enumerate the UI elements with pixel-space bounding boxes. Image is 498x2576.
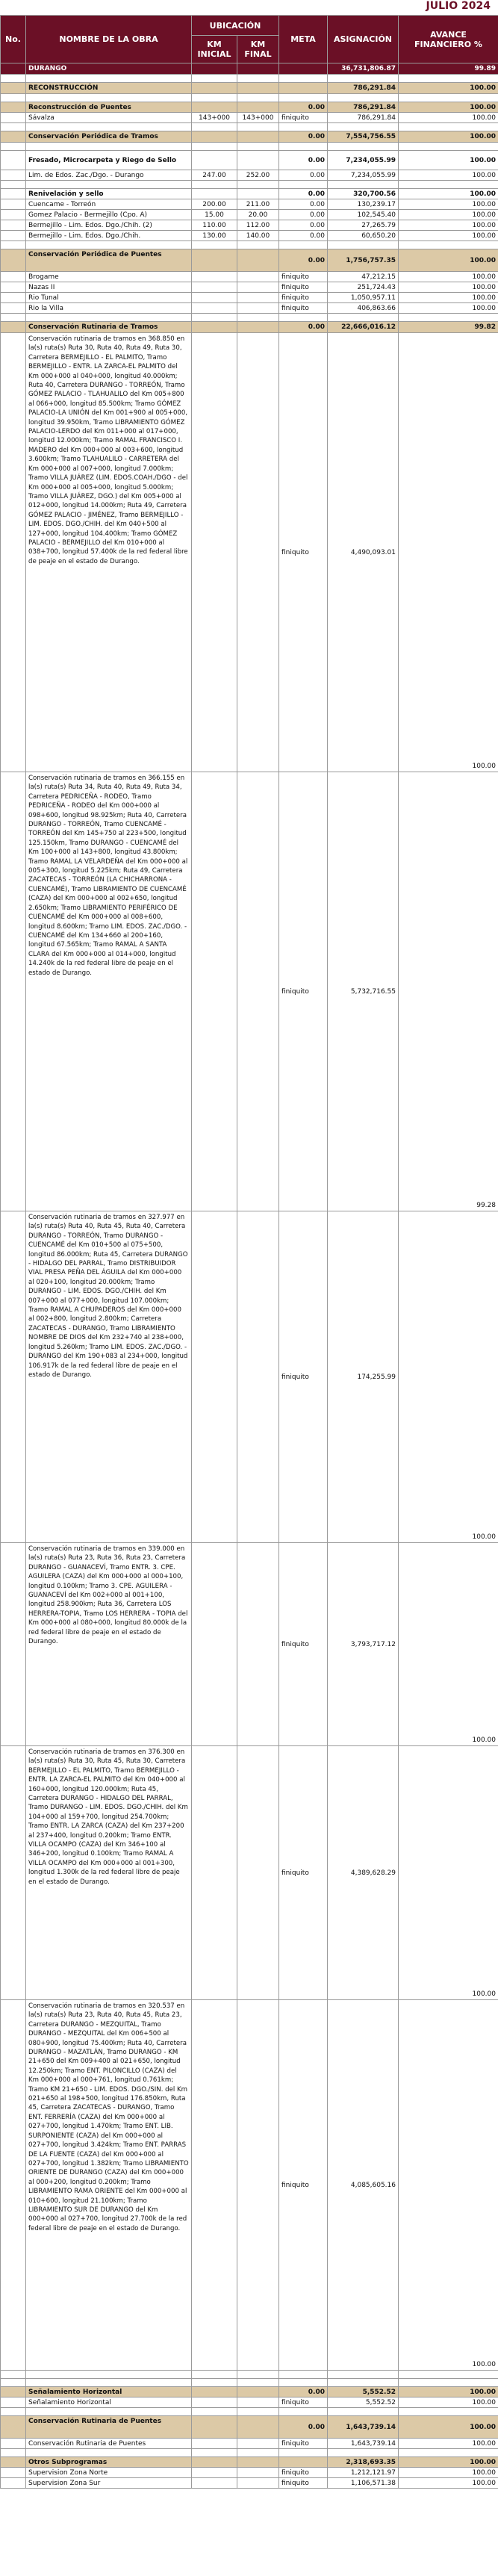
table-row bbox=[1, 210, 498, 220]
header-km-inicial: KM INICIAL bbox=[192, 36, 237, 63]
section-avance: 100.00 bbox=[399, 2457, 498, 2468]
work-km-final: 252.00 bbox=[237, 170, 279, 181]
work-avance: 100.00 bbox=[399, 231, 498, 241]
spacer-row bbox=[1, 241, 498, 249]
works-table bbox=[0, 15, 498, 2489]
section-meta: 0.00 bbox=[279, 131, 328, 143]
work-meta: finiquito bbox=[279, 333, 328, 772]
spacer-row bbox=[1, 181, 498, 189]
section-name: Señalamiento Horizontal bbox=[26, 2387, 192, 2397]
section-avance: 100.00 bbox=[399, 83, 498, 94]
work-avance: 100.00 bbox=[399, 2000, 498, 2371]
report-period: JULIO 2024 bbox=[426, 0, 491, 12]
work-asignacion: 27,265.79 bbox=[328, 220, 399, 231]
subsection-avance: 100.00 bbox=[399, 102, 498, 113]
state-avance: 99.89 bbox=[399, 63, 498, 75]
work-meta: 0.00 bbox=[279, 210, 328, 220]
work-meta: finiquito bbox=[279, 272, 328, 282]
section-asignacion: 1,756,757.35 bbox=[328, 249, 399, 272]
work-name: Nazas II bbox=[26, 282, 192, 293]
work-name: Conservación rutinaria de tramos en 320.537 en la(s) ruta(s) Ruta 23, Ruta 40, Ruta 45, Ruta 23, Carretera DURANGO - MEZQUITAL, Tramo DURANGO - MEZQUITAL del Km 006+500 al 080+900, longitud 75.400km; Ruta 40, Carretera DURANGO - MAZATLÁN, Tramo DURANGO - KM 21+650 del Km 009+400 al 021+650, longitud 12.250km; Tramo ENT. PILONCILLO (CAZA) del Km 000+000 al 000+761, longitud 0.761km; Tramo KM 21+650 - LIM. EDOS. DGO./SIN. del Km 021+650 al 198+500, longitud 176.850km, Ruta 45, Carretera ZACATECAS - DURANGO, Tramo ENT. FERRERÍA (CAZA) del Km 000+000 al 027+700, longitud 1.470km; Tramo ENT. LIB. SURPONIENTE (CAZA) del Km 000+000 al 027+700, longitud 3.424km; Tramo ENT. PARRAS DE LA FUENTE (CAZA) del Km 000+000 al 027+700, longitud 1.382km; Tramo LIBRAMIENTO ORIENTE DE DURANGO (CAZA) del Km 000+000 al 000+200, longitud 0.200km; Tramo LIBRAMIENTO RAMA ORIENTE del Km 000+000 al 010+600, longitud 21.100km; Tramo LIBRAMIENTO SUR DE DURANGO del Km 000+000 al 027+700, longitud 27.700k de la red federal libre de peaje en el estado de Durango. bbox=[26, 2000, 192, 2371]
subsection-asignacion: 320,700.56 bbox=[328, 189, 399, 199]
work-avance: 100.00 bbox=[399, 272, 498, 282]
work-name: Bermejillo - Lim. Edos. Dgo./Chih. bbox=[26, 231, 192, 241]
section-meta: 0.00 bbox=[279, 322, 328, 333]
section-row bbox=[1, 322, 498, 333]
table-row bbox=[1, 170, 498, 181]
work-meta: finiquito bbox=[279, 1211, 328, 1543]
section-row bbox=[1, 2457, 498, 2468]
work-asignacion: 1,643,739.14 bbox=[328, 2439, 399, 2449]
work-meta: 0.00 bbox=[279, 220, 328, 231]
work-avance: 100.00 bbox=[399, 333, 498, 772]
section-row bbox=[1, 2387, 498, 2397]
work-asignacion: 786,291.84 bbox=[328, 113, 399, 123]
section-asignacion: 5,552.52 bbox=[328, 2387, 399, 2397]
header-no: No. bbox=[1, 16, 26, 63]
work-avance: 100.00 bbox=[399, 199, 498, 210]
table-row bbox=[1, 1746, 498, 2000]
work-asignacion: 4,085,605.16 bbox=[328, 2000, 399, 2371]
table-row bbox=[1, 772, 498, 1211]
report-topbar bbox=[0, 0, 498, 15]
work-asignacion: 1,106,571.38 bbox=[328, 2478, 399, 2489]
work-meta: finiquito bbox=[279, 2000, 328, 2371]
work-avance: 100.00 bbox=[399, 1211, 498, 1543]
section-name: Otros Subprogramas bbox=[26, 2457, 192, 2468]
work-asignacion: 1,212,121.97 bbox=[328, 2468, 399, 2478]
work-avance: 99.28 bbox=[399, 772, 498, 1211]
section-asignacion: 786,291.84 bbox=[328, 83, 399, 94]
work-avance: 100.00 bbox=[399, 1746, 498, 2000]
subsection-avance: 100.00 bbox=[399, 189, 498, 199]
work-meta: 0.00 bbox=[279, 199, 328, 210]
work-meta: 0.00 bbox=[279, 170, 328, 181]
work-name: Lim. de Edos. Zac./Dgo. - Durango bbox=[26, 170, 192, 181]
subsection-name: Renivelación y sello bbox=[26, 189, 192, 199]
work-asignacion: 47,212.15 bbox=[328, 272, 399, 282]
subsection-name: Reconstrucción de Puentes bbox=[26, 102, 192, 113]
subsection-meta: 0.00 bbox=[279, 151, 328, 170]
work-km-inicial: 200.00 bbox=[192, 199, 237, 210]
work-meta: finiquito bbox=[279, 282, 328, 293]
section-meta: 0.00 bbox=[279, 249, 328, 272]
spacer-row bbox=[1, 314, 498, 322]
work-asignacion: 1,050,957.11 bbox=[328, 293, 399, 303]
section-name: Conservación Periódica de Puentes bbox=[26, 249, 192, 272]
work-name: Conservación rutinaria de tramos en 368.850 en la(s) ruta(s) Ruta 30, Ruta 40, Ruta 49, Ruta 30, Carretera BERMEJILLO - EL PALMITO, Tramo BERMEJILLO - ENTR. LA ZARCA-EL PALMITO del Km 000+000 al 040+000, longitud 40.000km; Ruta 40, Carretera DURANGO - TORREÓN, Tramo GÓMEZ PALACIO - TLAHUALILO del Km 005+800 al 066+000, longitud 85.500km; Tramo GÓMEZ PALACIO-LA UNIÓN del Km 001+900 al 005+000, longitud 39.950km, Tramo LIBRAMIENTO GÓMEZ PALACIO-LERDO del Km 011+000 al 017+000, longitud 12.000km; Tramo RAMAL FRANCISCO I. MADERO del Km 000+000 al 003+600, longitud 3.600km; Tramo TLAHUALILO - CARRETERA del Km 000+000 al 007+000, longitud 7.000km; Tramo VILLA JUÁREZ (LIM. EDOS.COAH./DGO - del Km 000+000 al 005+000, longitud 5.000km; Tramo VILLA JUÁREZ, DGO.) del Km 005+000 al 012+000, longitud 14.000km; Ruta 49, Carretera GÓMEZ PALACIO - JIMÉNEZ, Tramo BERMEJILLO - LIM. EDOS. DGO./CHIH. del Km 040+500 al 127+000, longitud 104.400km; Tramo GÓMEZ PALACIO - BERMEJILLO del Km 010+000 al 038+700, longitud 57.400k de la red federal libre de peaje en el estado de Durango. bbox=[26, 333, 192, 772]
work-km-final: 20.00 bbox=[237, 210, 279, 220]
section-asignacion: 22,666,016.12 bbox=[328, 322, 399, 333]
work-km-inicial: 130.00 bbox=[192, 231, 237, 241]
work-avance: 100.00 bbox=[399, 113, 498, 123]
section-avance: 100.00 bbox=[399, 2416, 498, 2439]
table-row bbox=[1, 1211, 498, 1543]
header-ubicacion: UBICACIÓN bbox=[192, 16, 279, 36]
work-meta: finiquito bbox=[279, 303, 328, 314]
work-name: Rio la Villa bbox=[26, 303, 192, 314]
work-meta: finiquito bbox=[279, 2468, 328, 2478]
work-name: Conservación rutinaria de tramos en 339.000 en la(s) ruta(s) Ruta 23, Ruta 36, Ruta 23, Carretera DURANGO - GUANACEVÍ, Tramo ENTR. 3. CPE. AGUILERA (CAZA) del Km 000+000 al 000+100, longitud 0.100km; Tramo 3. CPE. AGUILERA - GUANACEVÍ del Km 002+000 al 001+100, longitud 258.900km; Ruta 36, Carretera LOS HERRERA-TOPIA, Tramo LOS HERRERA - TOPIA del Km 000+000 al 080+000, longitud 80.000k de la red federal libre de peaje en el estado de Durango. bbox=[26, 1543, 192, 1746]
section-row bbox=[1, 131, 498, 143]
table-row bbox=[1, 2397, 498, 2408]
section-avance: 100.00 bbox=[399, 2387, 498, 2397]
table-row bbox=[1, 282, 498, 293]
spacer-row bbox=[1, 123, 498, 131]
section-row bbox=[1, 249, 498, 272]
work-meta: finiquito bbox=[279, 293, 328, 303]
work-asignacion: 130,239.17 bbox=[328, 199, 399, 210]
work-avance: 100.00 bbox=[399, 293, 498, 303]
subsection-meta: 0.00 bbox=[279, 189, 328, 199]
work-avance: 100.00 bbox=[399, 220, 498, 231]
spacer-row bbox=[1, 2371, 498, 2379]
work-avance: 100.00 bbox=[399, 170, 498, 181]
subsection-row bbox=[1, 151, 498, 170]
section-avance: 99.82 bbox=[399, 322, 498, 333]
table-row bbox=[1, 303, 498, 314]
work-asignacion: 102,545.40 bbox=[328, 210, 399, 220]
header-meta: META bbox=[279, 16, 328, 63]
subsection-meta: 0.00 bbox=[279, 102, 328, 113]
header-asignacion: ASIGNACIÓN bbox=[328, 16, 399, 63]
work-name: Bermejillo - Lim. Edos. Dgo./Chih. (2) bbox=[26, 220, 192, 231]
work-asignacion: 5,552.52 bbox=[328, 2397, 399, 2408]
table-row bbox=[1, 199, 498, 210]
table-row bbox=[1, 333, 498, 772]
header-nombre: NOMBRE DE LA OBRA bbox=[26, 16, 192, 63]
state-name: DURANGO bbox=[26, 63, 192, 75]
work-meta: finiquito bbox=[279, 772, 328, 1211]
section-name: RECONSTRUCCIÓN bbox=[26, 83, 192, 94]
work-meta: 0.00 bbox=[279, 231, 328, 241]
section-avance: 100.00 bbox=[399, 131, 498, 143]
work-avance: 100.00 bbox=[399, 2439, 498, 2449]
work-name: Conservación rutinaria de tramos en 366.155 en la(s) ruta(s) Ruta 34, Ruta 40, Ruta 49, Ruta 34, Carretera PEDRICEÑA - RODEO, Tramo PEDRICEÑA - RODEO del Km 000+000 al 098+600, longitud 98.925km; Ruta 40, Carretera DURANGO - TORREÓN, Tramo CUENCAMÉ - TORREÓN del Km 145+750 al 223+500, longitud 125.150km, Tramo DURANGO - CUENCAMÉ del Km 100+000 al 143+800, longitud 43.800km; Tramo RAMAL LA VELARDEÑA del Km 000+000 al 005+300, longitud 5.225km; Ruta 49, Carretera ZACATECAS - TORREÓN (LA CHICHARRONA - CUENCAMÉ), Tramo LIBRAMIENTO DE CUENCAMÉ (CAZA) del Km 000+000 al 002+650, longitud 2.650km; Tramo LIBRAMIENTO PERIFÉRICO DE CUENCAMÉ del Km 000+000 al 008+600, longitud 8.600km; Tramo LIM. EDOS. ZAC./DGO. - CUENCAMÉ del Km 134+660 al 200+160, longitud 67.565km; Tramo RAMAL A SANTA CLARA del Km 000+000 al 014+000, longitud 14.240k de la red federal libre de peaje en el estado de Durango. bbox=[26, 772, 192, 1211]
work-avance: 100.00 bbox=[399, 303, 498, 314]
table-row bbox=[1, 113, 498, 123]
table-row bbox=[1, 2478, 498, 2489]
section-name: Conservación Rutinaria de Puentes bbox=[26, 2416, 192, 2439]
table-row bbox=[1, 293, 498, 303]
work-avance: 100.00 bbox=[399, 210, 498, 220]
work-avance: 100.00 bbox=[399, 2478, 498, 2489]
subsection-avance: 100.00 bbox=[399, 151, 498, 170]
work-km-inicial: 15.00 bbox=[192, 210, 237, 220]
work-km-inicial: 143+000 bbox=[192, 113, 237, 123]
work-avance: 100.00 bbox=[399, 282, 498, 293]
work-asignacion: 251,724.43 bbox=[328, 282, 399, 293]
table-row bbox=[1, 272, 498, 282]
section-asignacion: 7,554,756.55 bbox=[328, 131, 399, 143]
subsection-row bbox=[1, 189, 498, 199]
spacer-row bbox=[1, 2379, 498, 2387]
spacer-row bbox=[1, 75, 498, 83]
spacer-row bbox=[1, 143, 498, 151]
work-name: Cuencame - Torreón bbox=[26, 199, 192, 210]
header-km-final: KM FINAL bbox=[237, 36, 279, 63]
work-asignacion: 60,650.20 bbox=[328, 231, 399, 241]
work-name: Sávalza bbox=[26, 113, 192, 123]
work-km-final: 140.00 bbox=[237, 231, 279, 241]
work-name: Supervision Zona Sur bbox=[26, 2478, 192, 2489]
work-name: Brogame bbox=[26, 272, 192, 282]
subsection-asignacion: 7,234,055.99 bbox=[328, 151, 399, 170]
spacer-row bbox=[1, 2449, 498, 2457]
subsection-row bbox=[1, 102, 498, 113]
subsection-name: Fresado, Microcarpeta y Riego de Sello bbox=[26, 151, 192, 170]
work-name: Conservación Rutinaria de Puentes bbox=[26, 2439, 192, 2449]
table-row bbox=[1, 231, 498, 241]
work-km-final: 211.00 bbox=[237, 199, 279, 210]
work-name: Señalamiento Horizontal bbox=[26, 2397, 192, 2408]
work-name: Gomez Palacio - Bermejillo (Cpo. A) bbox=[26, 210, 192, 220]
table-header bbox=[1, 16, 498, 63]
work-asignacion: 5,732,716.55 bbox=[328, 772, 399, 1211]
work-km-inicial: 110.00 bbox=[192, 220, 237, 231]
subsection-asignacion: 786,291.84 bbox=[328, 102, 399, 113]
work-meta: finiquito bbox=[279, 1543, 328, 1746]
work-km-inicial: 247.00 bbox=[192, 170, 237, 181]
section-avance: 100.00 bbox=[399, 249, 498, 272]
work-asignacion: 174,255.99 bbox=[328, 1211, 399, 1543]
table-row bbox=[1, 1543, 498, 1746]
work-asignacion: 3,793,717.12 bbox=[328, 1543, 399, 1746]
work-asignacion: 4,490,093.01 bbox=[328, 333, 399, 772]
section-meta: 0.00 bbox=[279, 2416, 328, 2439]
section-row bbox=[1, 2416, 498, 2439]
work-km-final: 143+000 bbox=[237, 113, 279, 123]
work-asignacion: 406,863.66 bbox=[328, 303, 399, 314]
section-row bbox=[1, 83, 498, 94]
section-asignacion: 2,318,693.35 bbox=[328, 2457, 399, 2468]
work-name: Conservación rutinaria de tramos en 327.977 en la(s) ruta(s) Ruta 40, Ruta 45, Ruta 40, Carretera DURANGO - TORREÓN, Tramo DURANGO - CUENCAMÉ del Km 010+500 al 075+500, longitud 86.000km; Ruta 45, Carretera DURANGO - HIDALGO DEL PARRAL, Tramo DISTRIBUIDOR VIAL PRESA PEÑA DEL ÁGUILA del Km 000+000 al 020+100, longitud 20.000km; Tramo DURANGO - LIM. EDOS. DGO./CHIH. del Km 007+000 al 077+000, longitud 107.000km; Tramo RAMAL A CHUPADEROS del Km 000+000 al 002+800, longitud 2.800km; Carretera ZACATECAS - DURANGO, Tramo LIBRAMIENTO NOMBRE DE DIOS del Km 232+740 al 238+000, longitud 5.260km; Tramo LIM. EDOS. ZAC./DGO. - DURANGO del Km 190+083 al 234+000, longitud 106.917k de la red federal libre de peaje en el estado de Durango. bbox=[26, 1211, 192, 1543]
spacer-row bbox=[1, 2408, 498, 2416]
work-meta: finiquito bbox=[279, 2478, 328, 2489]
work-asignacion: 4,389,628.29 bbox=[328, 1746, 399, 2000]
work-meta: finiquito bbox=[279, 1746, 328, 2000]
table-row bbox=[1, 2000, 498, 2371]
work-meta: finiquito bbox=[279, 113, 328, 123]
work-name: Supervision Zona Norte bbox=[26, 2468, 192, 2478]
work-name: Conservación rutinaria de tramos en 376.300 en la(s) ruta(s) Ruta 30, Ruta 45, Ruta 30, Carretera BERMEJILLO - EL PALMITO, Tramo BERMEJILLO - ENTR. LA ZARCA-EL PALMITO del Km 040+000 al 160+000, longitud 120.000km; Ruta 45, Carretera DURANGO - HIDALGO DEL PARRAL, Tramo DURANGO - LIM. EDOS. DGO./CHIH. del Km 104+000 al 159+700, longitud 254.700km; Tramo ENTR. LA ZARCA (CAZA) del Km 237+200 al 237+400, longitud 0.200km; Tramo ENTR. VILLA OCAMPO (CAZA) del Km 346+100 al 346+200, longitud 0.100km; Tramo RAMAL A VILLA OCAMPO del Km 000+000 al 001+300, longitud 1.300k de la red federal libre de peaje en el estado de Durango. bbox=[26, 1746, 192, 2000]
work-avance: 100.00 bbox=[399, 2468, 498, 2478]
header-avance: AVANCE FINANCIERO % bbox=[399, 16, 498, 63]
section-meta: 0.00 bbox=[279, 2387, 328, 2397]
table-row bbox=[1, 2439, 498, 2449]
work-asignacion: 7,234,055.99 bbox=[328, 170, 399, 181]
work-name: Rio Tunal bbox=[26, 293, 192, 303]
section-name: Conservación Rutinaria de Tramos bbox=[26, 322, 192, 333]
state-total-row bbox=[1, 63, 498, 75]
spacer-row bbox=[1, 94, 498, 102]
table-row bbox=[1, 220, 498, 231]
table-row bbox=[1, 2468, 498, 2478]
work-meta: finiquito bbox=[279, 2397, 328, 2408]
work-avance: 100.00 bbox=[399, 2397, 498, 2408]
section-asignacion: 1,643,739.14 bbox=[328, 2416, 399, 2439]
work-meta: finiquito bbox=[279, 2439, 328, 2449]
work-km-final: 112.00 bbox=[237, 220, 279, 231]
section-name: Conservación Periódica de Tramos bbox=[26, 131, 192, 143]
state-asignacion: 36,731,806.87 bbox=[328, 63, 399, 75]
work-avance: 100.00 bbox=[399, 1543, 498, 1746]
